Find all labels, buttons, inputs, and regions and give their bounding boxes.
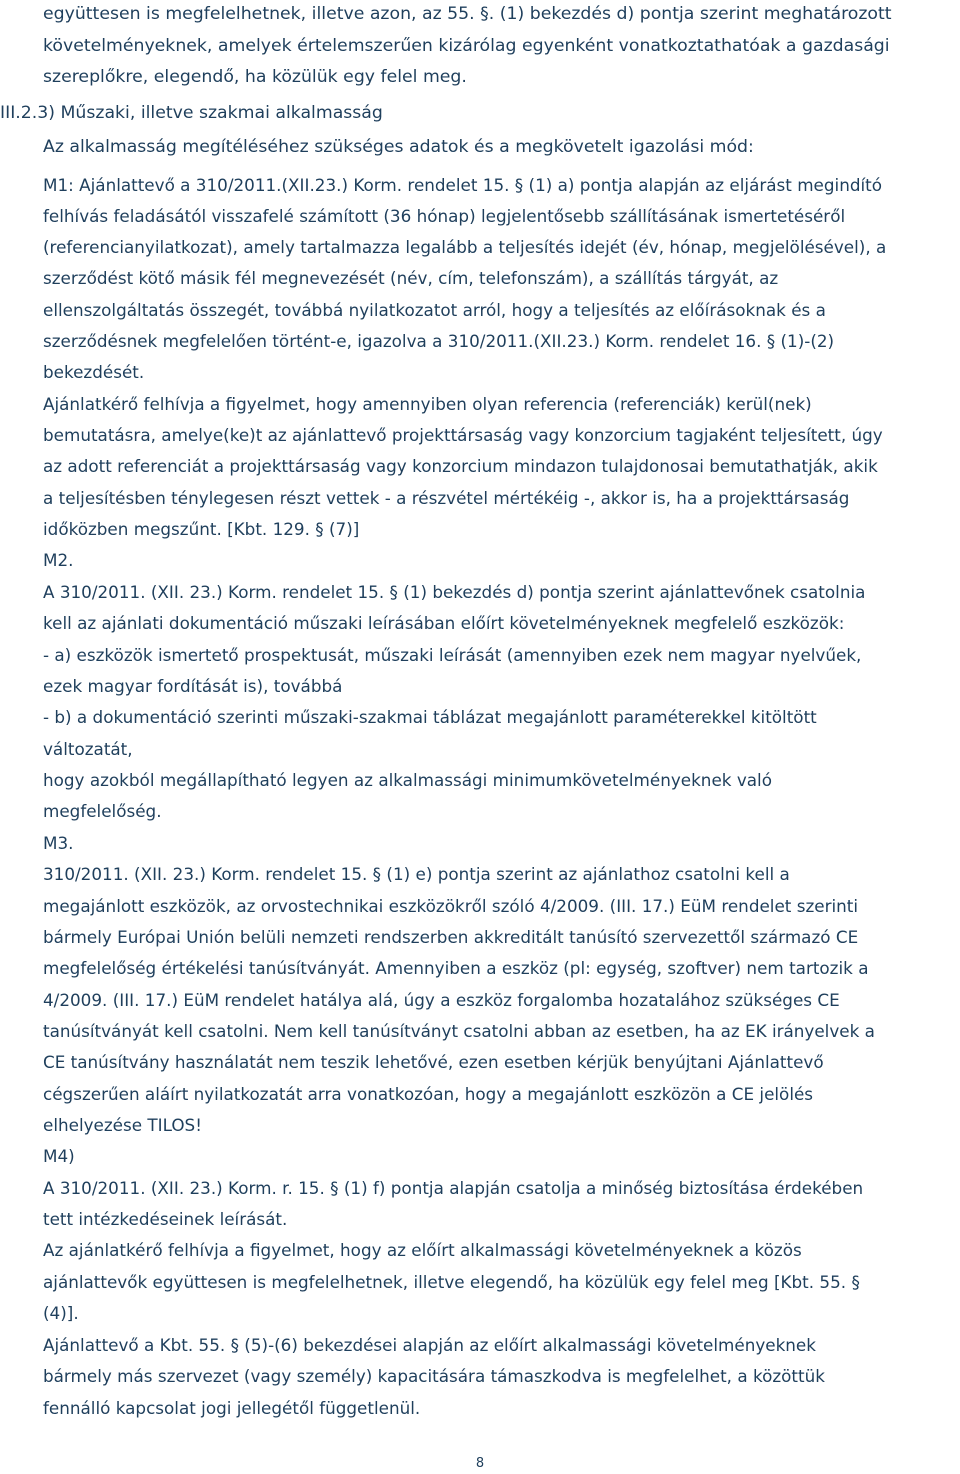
text-line: szereplőkre, elegendő, ha közülük egy felel meg. <box>43 67 467 87</box>
text-line: A 310/2011. (XII. 23.) Korm. rendelet 15. § (1) bekezdés d) pontja szerint ajánlattevőnek csatolnia <box>43 582 866 602</box>
text-line: 4/2009. (III. 17.) EüM rendelet hatálya alá, úgy a eszköz forgalomba hozatalához szükséges CE <box>43 990 840 1010</box>
text-line: Az ajánlatkérő felhívja a figyelmet, hogy az előírt alkalmassági követelményeknek a közös <box>43 1240 802 1260</box>
text-line: az adott referenciát a projekttársaság vagy konzorcium mindazon tulajdonosai bemutathatják, akik <box>43 456 878 476</box>
text-line: elhelyezése TILOS! <box>43 1115 202 1135</box>
text-line: szerződésnek megfelelően történt-e, igazolva a 310/2011.(XII.23.) Korm. rendelet 16. § (1)-(2) <box>43 331 835 351</box>
text-line: időközben megszűnt. [Kbt. 129. § (7)] <box>43 519 360 539</box>
text-line: Ajánlatkérő felhívja a figyelmet, hogy amennyiben olyan referencia (referenciák) kerül(nek) <box>43 394 812 414</box>
text-line: CE tanúsítvány használatát nem teszik lehetővé, ezen esetben kérjük benyújtani Ajánlattevő <box>43 1052 824 1072</box>
text-line: (4)]. <box>43 1303 79 1323</box>
text-line: - a) eszközök ismertető prospektusát, műszaki leírását (amennyiben ezek nem magyar nyelvűek, <box>43 645 862 665</box>
text-line: M2. <box>43 550 74 570</box>
text-line: Ajánlattevő a Kbt. 55. § (5)-(6) bekezdései alapján az előírt alkalmassági követelményeknek <box>43 1335 816 1355</box>
text-line: bekezdését. <box>43 362 145 382</box>
text-line: változatát, <box>43 739 133 759</box>
text-line: bármely Európai Unión belüli nemzeti rendszerben akkreditált tanúsító szervezettől származó CE <box>43 927 859 947</box>
text-line: A 310/2011. (XII. 23.) Korm. r. 15. § (1) f) pontja alapján csatolja a minőség biztosítása érdekében <box>43 1178 864 1198</box>
text-line: M4) <box>43 1146 75 1166</box>
text-line: tett intézkedéseinek leírását. <box>43 1209 288 1229</box>
text-line: együttesen is megfelelhetnek, illetve azon, az 55. §. (1) bekezdés d) pontja szerint meghatározott <box>43 4 892 24</box>
text-line: bemutatásra, amelye(ke)t az ajánlattevő projekttársaság vagy konzorcium tagjaként teljesített, úgy <box>43 425 883 445</box>
text-line: hogy azokból megállapítható legyen az alkalmassági minimumkövetelményeknek való <box>43 770 772 790</box>
text-line: Az alkalmasság megítéléséhez szükséges adatok és a megkövetelt igazolási mód: <box>43 137 754 157</box>
text-line: 310/2011. (XII. 23.) Korm. rendelet 15. § (1) e) pontja szerint az ajánlathoz csatolni kell a <box>43 864 790 884</box>
text-line: megajánlott eszközök, az orvostechnikai eszközökről szóló 4/2009. (III. 17.) EüM rendelet szerinti <box>43 896 859 916</box>
text-line: megfelelőség. <box>43 801 162 821</box>
text-line: a teljesítésben ténylegesen részt vettek - a részvétel mértékéig -, akkor is, ha a projekttársaság <box>43 488 850 508</box>
text-line: - b) a dokumentáció szerinti műszaki-szakmai táblázat megajánlott paraméterekkel kitöltött <box>43 707 817 727</box>
text-line: felhívás feladásától visszafelé számított (36 hónap) legjelentősebb szállításának ismertetéséről <box>43 206 846 226</box>
text-line: kell az ajánlati dokumentáció műszaki leírásában előírt követelményeknek megfelelő eszközök: <box>43 613 845 633</box>
text-line: ellenszolgáltatás összegét, továbbá nyilatkozatot arról, hogy a teljesítés az előírásoknak és a <box>43 300 826 320</box>
text-line: követelményeknek, amelyek értelemszerűen kizárólag egyenként vonatkoztathatóak a gazdasági <box>43 36 890 56</box>
text-line: megfelelőség értékelési tanúsítványát. Amennyiben a eszköz (pl: egység, szoftver) nem tartozik a <box>43 958 869 978</box>
text-line: szerződést kötő másik fél megnevezését (név, cím, telefonszám), a szállítás tárgyát, az <box>43 268 779 288</box>
text-line: bármely más szervezet (vagy személy) kapacitására támaszkodva is megfelelhet, a közöttük <box>43 1366 825 1386</box>
text-line: M1: Ajánlattevő a 310/2011.(XII.23.) Korm. rendelet 15. § (1) a) pontja alapján az eljárást megindító <box>43 175 882 195</box>
text-line: ajánlattevők együttesen is megfelelhetnek, illetve elegendő, ha közülük egy felel meg [Kbt. 55. § <box>43 1272 860 1292</box>
text-line: tanúsítványát kell csatolni. Nem kell tanúsítványt csatolni abban az esetben, ha az EK irányelvek a <box>43 1021 875 1041</box>
text-line: fennálló kapcsolat jogi jellegétől függetlenül. <box>43 1398 421 1418</box>
text-line: ezek magyar fordítását is), továbbá <box>43 676 343 696</box>
page-number: 8 <box>475 1456 485 1471</box>
text-line: cégszerűen aláírt nyilatkozatát arra vonatkozóan, hogy a megajánlott eszközön a CE jelölés <box>43 1084 814 1104</box>
text-line: M3. <box>43 833 74 853</box>
section-heading: III.2.3) Műszaki, illetve szakmai alkalmasság <box>0 103 383 123</box>
text-line: (referencianyilatkozat), amely tartalmazza legalább a teljesítés idejét (év, hónap, megjelölésével), a <box>43 237 887 257</box>
